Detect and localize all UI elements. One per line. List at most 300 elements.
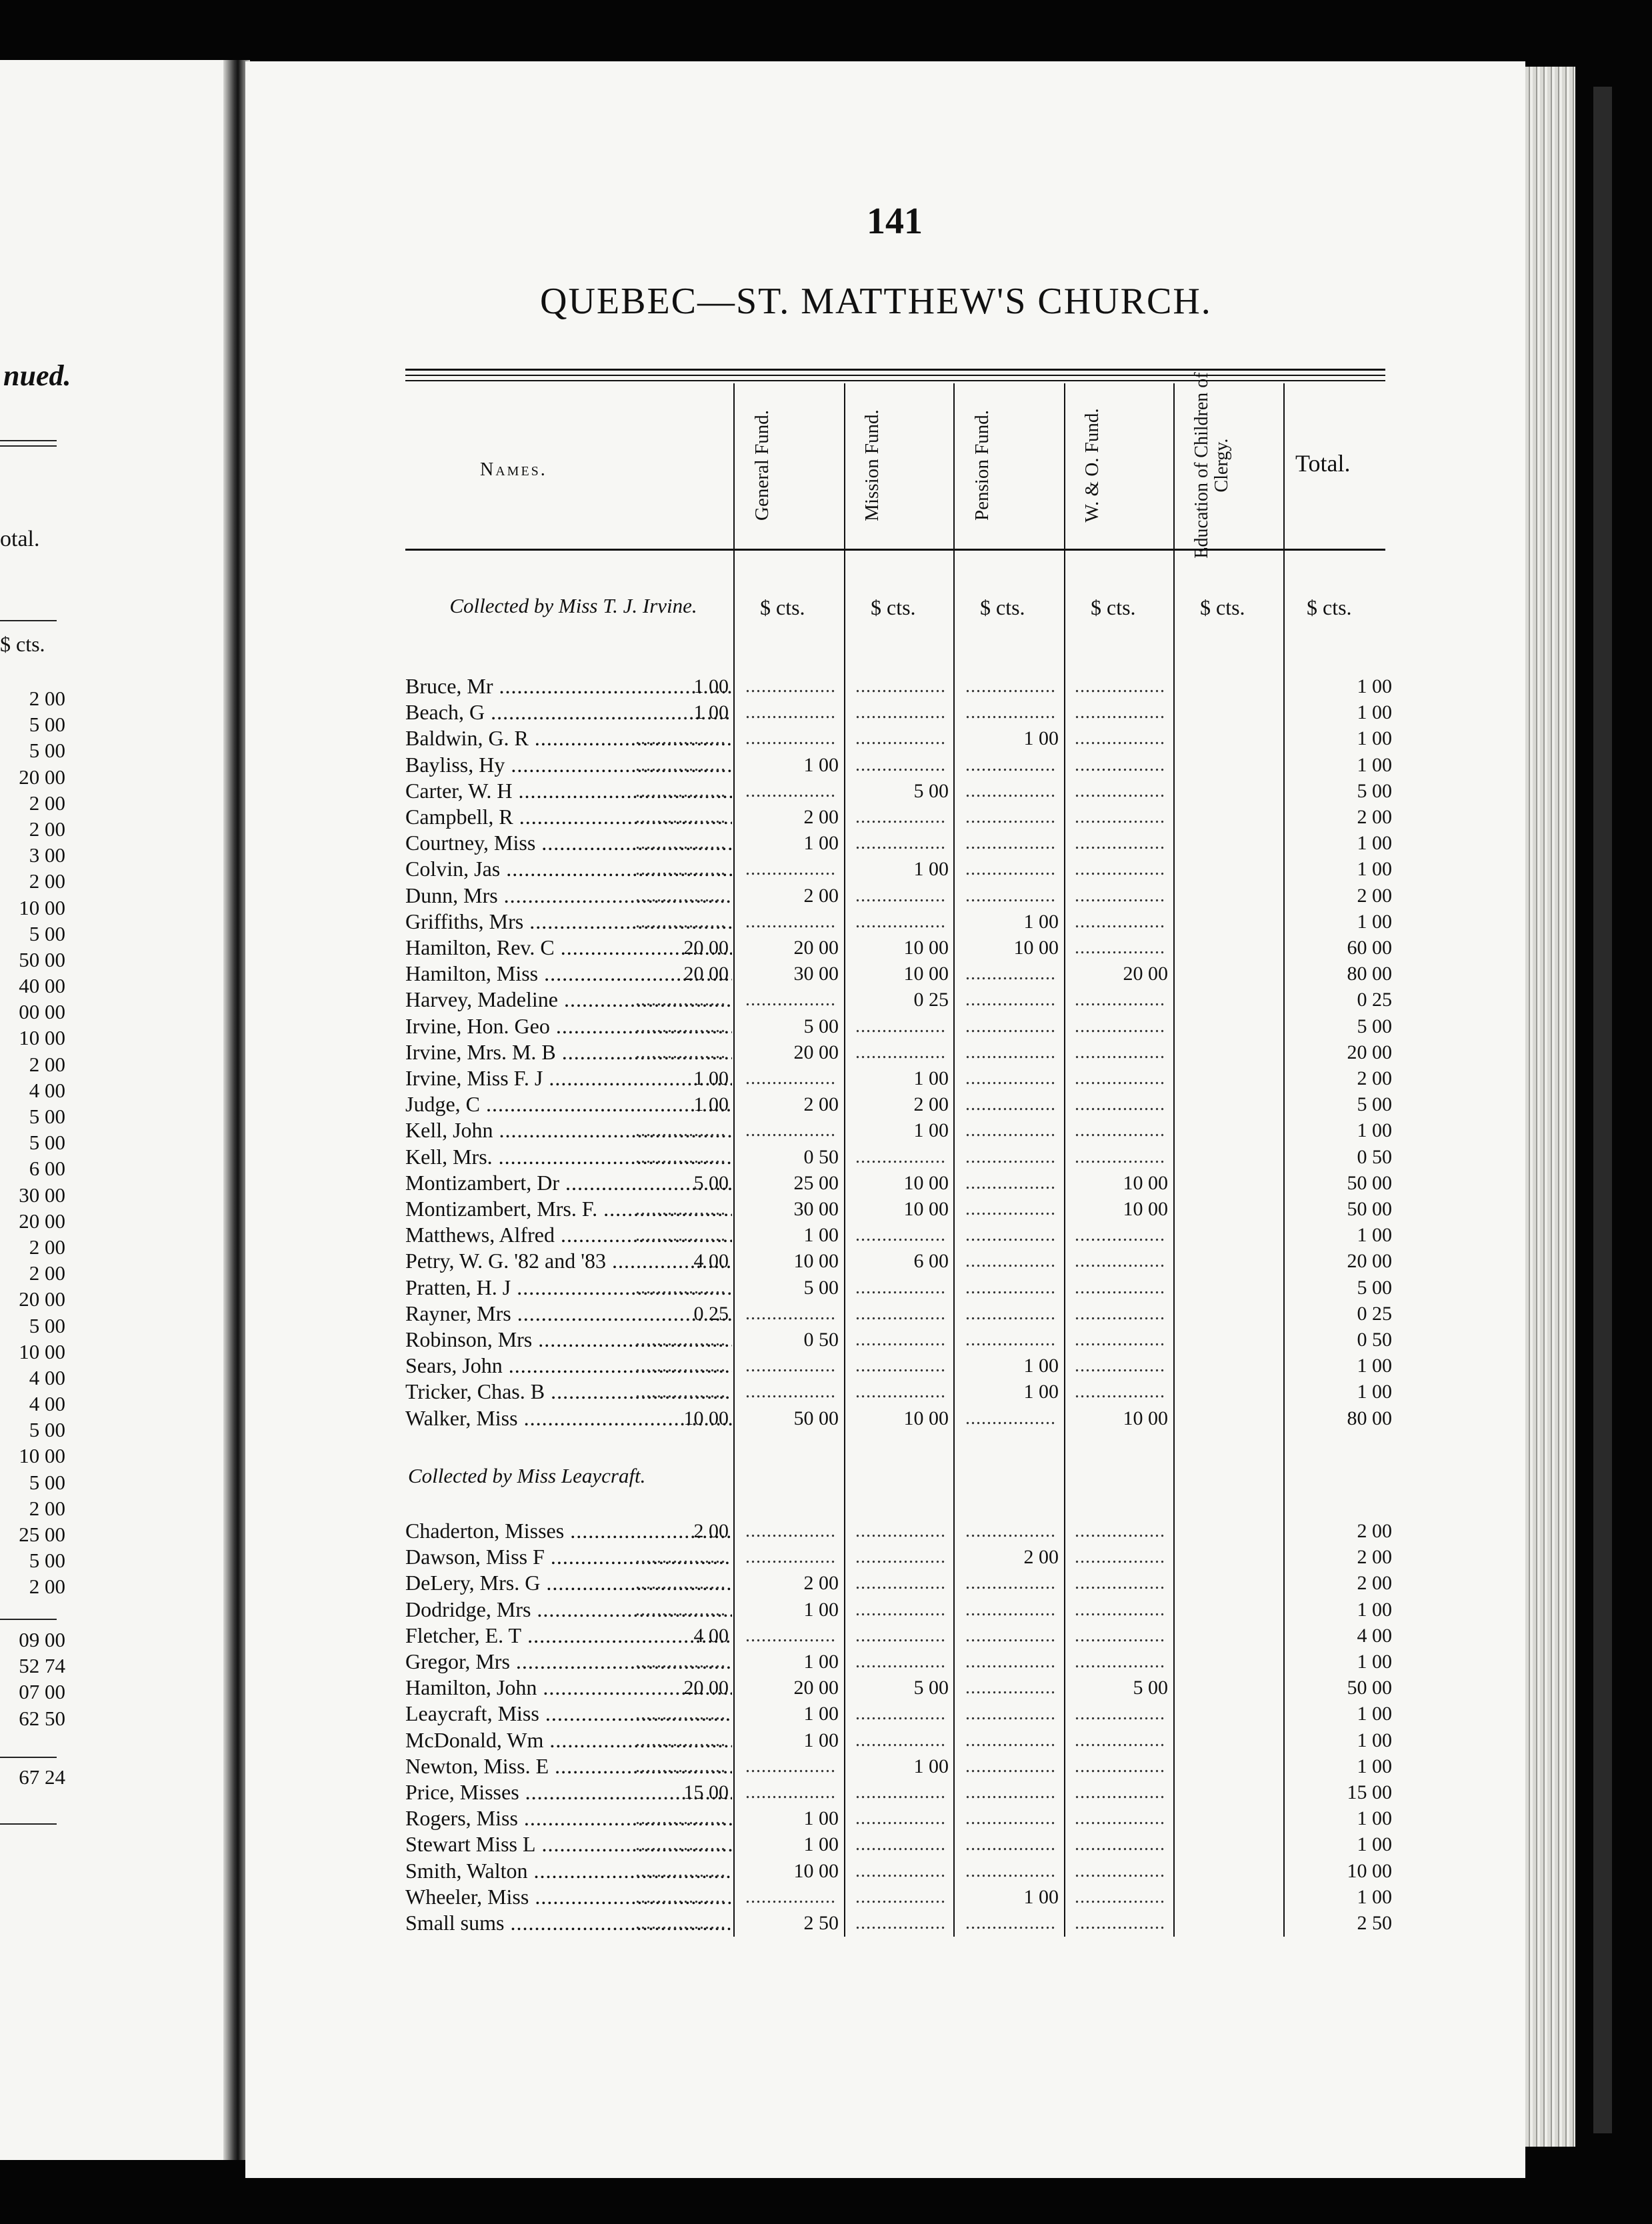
donor-name: Gregor, Mrs ..... [405, 1649, 732, 1675]
dot-leader [965, 1675, 1055, 1701]
table-row [405, 699, 1392, 725]
dot-leader [965, 830, 1055, 856]
mission-amount: 1 00 [803, 753, 839, 776]
dot-leader [965, 1727, 1055, 1753]
left-page-value: 5 00 [29, 1549, 65, 1573]
dot-leader [635, 1144, 725, 1170]
table-row [405, 1570, 1392, 1596]
edu-amount: 10 00 [1123, 1171, 1168, 1194]
mission-amount: 1 00 [803, 1833, 839, 1856]
dot-leader [1075, 778, 1165, 804]
donor-name: Griffiths, Mrs ..... [405, 909, 732, 935]
total-amount: 1 00 [1357, 1355, 1392, 1377]
left-page-heading: nued. [3, 359, 71, 392]
total-amount: 1 00 [1357, 910, 1392, 933]
dot-leader [635, 1727, 725, 1753]
dot-leader [855, 725, 945, 751]
table-row [405, 1753, 1392, 1779]
mission-amount: 1 00 [803, 1651, 839, 1673]
mission-amount: 10 00 [793, 1250, 839, 1273]
donor-name: Pratten, H. J ..... [405, 1275, 732, 1301]
donor-name: Beach, G ..... [405, 699, 732, 725]
dot-leader [745, 1779, 835, 1805]
dot-leader [745, 1884, 835, 1910]
left-page-column-label: otal. [0, 527, 40, 551]
dot-leader [745, 1379, 835, 1405]
dot-leader [855, 752, 945, 778]
currency-label-education: $ cts. [1200, 595, 1245, 619]
wo-amount: 1 00 [1023, 1381, 1059, 1403]
left-page-value: 10 00 [19, 1026, 65, 1050]
table-row [405, 725, 1392, 751]
table-row [405, 1779, 1392, 1805]
dot-leader [745, 1518, 835, 1544]
pension-amount: 1 00 [913, 1755, 949, 1777]
total-amount: 15 00 [1347, 1781, 1392, 1803]
mission-amount: 5 00 [803, 1276, 839, 1299]
donor-name: Bruce, Mr ..... [405, 673, 732, 699]
currency-label-pension: $ cts. [980, 595, 1025, 619]
mission-amount: 20 00 [793, 1041, 839, 1063]
dot-leader [635, 1701, 725, 1727]
left-page-value: 5 00 [29, 1418, 65, 1442]
general-amount: 20 00 [683, 1677, 729, 1699]
dot-leader [1075, 935, 1165, 961]
total-amount: 1 00 [1357, 1381, 1392, 1403]
left-page-value: 5 00 [29, 1313, 65, 1337]
general-amount: 2 00 [693, 1520, 729, 1542]
table-row [405, 1301, 1392, 1327]
edu-amount: 10 00 [1123, 1198, 1168, 1220]
mission-amount: 1 00 [803, 1224, 839, 1247]
pension-amount: 6 00 [913, 1250, 949, 1273]
donor-name: Stewart Miss L ..... [405, 1831, 732, 1857]
donor-name: Campbell, R ..... [405, 804, 732, 830]
dot-leader [1075, 673, 1165, 699]
left-page-value: 5 00 [29, 739, 65, 763]
table-row [405, 1675, 1392, 1701]
mission-amount: 1 00 [803, 1598, 839, 1621]
dot-leader [965, 1248, 1055, 1274]
left-page-value: 4 00 [29, 1365, 65, 1389]
dot-leader [1075, 1597, 1165, 1623]
dot-leader [1075, 1805, 1165, 1831]
table-row [405, 1222, 1392, 1248]
dot-leader [965, 856, 1055, 882]
donor-name: McDonald, Wm ..... [405, 1727, 732, 1753]
dot-leader [855, 1884, 945, 1910]
wo-amount: 1 00 [1023, 727, 1059, 750]
dot-leader [965, 1170, 1055, 1196]
table-row [405, 1701, 1392, 1727]
total-amount: 1 00 [1357, 701, 1392, 724]
left-page-values [0, 685, 65, 1600]
total-amount: 5 00 [1357, 1276, 1392, 1299]
donor-name: Montizambert, Mrs. F. ..... [405, 1196, 732, 1222]
dot-leader [965, 778, 1055, 804]
left-page-value: 2 00 [29, 869, 65, 893]
dot-leader [855, 883, 945, 909]
wo-amount: 2 00 [1023, 1546, 1059, 1569]
total-amount: 1 00 [1357, 1224, 1392, 1247]
donor-name: Irvine, Hon. Geo ..... [405, 1013, 732, 1039]
dot-leader [745, 1753, 835, 1779]
left-page-total: 62 50 [19, 1706, 65, 1730]
header-wo-fund: W. & O. Fund. [1081, 408, 1103, 523]
dot-leader [1075, 883, 1165, 909]
dot-leader [1075, 987, 1165, 1013]
page-title: QUEBEC—ST. MATTHEW'S CHURCH. [540, 281, 1212, 322]
total-amount: 80 00 [1347, 1407, 1392, 1429]
pension-amount: 5 00 [913, 779, 949, 802]
currency-label-general: $ cts. [760, 595, 805, 619]
table-row [405, 1910, 1392, 1936]
dot-leader [855, 1013, 945, 1039]
donor-name: Matthews, Alfred ..... [405, 1222, 732, 1248]
dot-leader [1075, 1275, 1165, 1301]
dot-leader [855, 1649, 945, 1675]
left-page-value: 2 00 [29, 1052, 65, 1076]
dot-leader [965, 1222, 1055, 1248]
table-row [405, 1039, 1392, 1065]
dot-leader [855, 1831, 945, 1857]
dot-leader [635, 804, 725, 830]
dot-leader [1075, 1831, 1165, 1857]
dot-leader [635, 1805, 725, 1831]
dot-leader [1075, 725, 1165, 751]
dot-leader [745, 987, 835, 1013]
dot-leader [965, 1117, 1055, 1143]
currency-label-total: $ cts. [1307, 595, 1352, 619]
dot-leader [855, 1222, 945, 1248]
left-page-total: 52 74 [19, 1654, 65, 1678]
dot-leader [855, 1144, 945, 1170]
left-page [0, 60, 230, 2160]
dot-leader [635, 1884, 725, 1910]
total-amount: 1 00 [1357, 1885, 1392, 1908]
pension-amount: 10 00 [903, 1171, 949, 1194]
left-page-value: 6 00 [29, 1157, 65, 1181]
table-row [405, 673, 1392, 699]
table-row [405, 1196, 1392, 1222]
table-row [405, 1327, 1392, 1353]
donor-name: Dawson, Miss F ..... [405, 1544, 732, 1570]
dot-leader [1075, 1327, 1165, 1353]
dot-leader [965, 961, 1055, 987]
donor-name: Tricker, Chas. B ..... [405, 1379, 732, 1405]
mission-amount: 0 50 [803, 1145, 839, 1168]
total-amount: 2 00 [1357, 1520, 1392, 1542]
pension-amount: 0 25 [913, 989, 949, 1011]
total-amount: 1 00 [1357, 1651, 1392, 1673]
table-row [405, 1275, 1392, 1301]
donor-name: Montizambert, Dr ..... [405, 1170, 732, 1196]
table-row [405, 1518, 1392, 1544]
pension-amount: 10 00 [903, 1407, 949, 1429]
pension-amount: 1 00 [913, 1119, 949, 1142]
table-row [405, 1379, 1392, 1405]
total-amount: 50 00 [1347, 1198, 1392, 1220]
left-page-total: 07 00 [19, 1680, 65, 1704]
donor-name: Fletcher, E. T ..... [405, 1623, 732, 1649]
dot-leader [965, 1779, 1055, 1805]
header-pension-fund: Pension Fund. [971, 410, 993, 521]
dot-leader [855, 1597, 945, 1623]
left-page-value: 10 00 [19, 895, 65, 919]
left-page-value: 30 00 [19, 1183, 65, 1207]
mission-amount: 30 00 [793, 963, 839, 985]
left-page-rule [0, 445, 57, 447]
dot-leader [965, 1910, 1055, 1936]
table-row [405, 1884, 1392, 1910]
dot-leader [965, 1405, 1055, 1431]
mission-amount: 5 00 [803, 1015, 839, 1037]
dot-leader [965, 1701, 1055, 1727]
dot-leader [745, 1623, 835, 1649]
table-row [405, 1117, 1392, 1143]
wo-amount: 1 00 [1023, 910, 1059, 933]
dot-leader [855, 1727, 945, 1753]
dot-leader [965, 1039, 1055, 1065]
dot-leader [1075, 1518, 1165, 1544]
mission-amount: 1 00 [803, 1807, 839, 1830]
donor-name: Dodridge, Mrs ..... [405, 1597, 732, 1623]
left-page-value: 5 00 [29, 921, 65, 945]
total-amount: 0 25 [1357, 1302, 1392, 1325]
donor-name: Hamilton, Rev. C ..... [405, 935, 732, 961]
pension-amount: 10 00 [903, 1198, 949, 1220]
total-amount: 5 00 [1357, 1015, 1392, 1037]
total-amount: 0 25 [1357, 989, 1392, 1011]
left-page-value: 3 00 [29, 843, 65, 867]
left-page-rule [0, 620, 57, 621]
donor-name: Wheeler, Miss ..... [405, 1884, 732, 1910]
total-amount: 5 00 [1357, 779, 1392, 802]
dot-leader [965, 1065, 1055, 1091]
dot-leader [635, 1039, 725, 1065]
dot-leader [965, 1275, 1055, 1301]
dot-leader [1075, 1910, 1165, 1936]
table-row [405, 1065, 1392, 1091]
dot-leader [855, 673, 945, 699]
left-page-value: 4 00 [29, 1078, 65, 1102]
mission-amount: 10 00 [793, 1859, 839, 1882]
table-top-rule [405, 369, 1385, 371]
table-row [405, 1831, 1392, 1857]
left-page-grand-total: 67 24 [19, 1765, 65, 1789]
left-page-value: 40 00 [19, 974, 65, 998]
table-row [405, 909, 1392, 935]
dot-leader [635, 856, 725, 882]
dot-leader [1075, 1727, 1165, 1753]
page-edges [1525, 67, 1575, 2147]
dot-leader [635, 1327, 725, 1353]
general-amount: 0 25 [693, 1302, 729, 1325]
dot-leader [855, 1039, 945, 1065]
header-total: Total. [1295, 450, 1351, 477]
donor-name: Small sums ..... [405, 1910, 732, 1936]
dot-leader [635, 1831, 725, 1857]
dot-leader [635, 725, 725, 751]
general-amount: 1 00 [693, 701, 729, 724]
dot-leader [745, 1544, 835, 1570]
general-amount: 1 00 [693, 1067, 729, 1089]
mission-amount: 0 50 [803, 1329, 839, 1351]
dot-leader [1075, 1144, 1165, 1170]
dot-leader [855, 1275, 945, 1301]
total-amount: 10 00 [1347, 1859, 1392, 1882]
dot-leader [965, 1301, 1055, 1327]
total-amount: 2 50 [1357, 1912, 1392, 1934]
mission-amount: 1 00 [803, 1729, 839, 1751]
edu-amount: 5 00 [1133, 1677, 1168, 1699]
general-amount: 20 00 [683, 937, 729, 959]
table-row [405, 804, 1392, 830]
dot-leader [1075, 1301, 1165, 1327]
dot-leader [965, 673, 1055, 699]
total-amount: 2 00 [1357, 884, 1392, 907]
dot-leader [1075, 699, 1165, 725]
general-amount: 1 00 [693, 1093, 729, 1116]
donor-name: Robinson, Mrs ..... [405, 1327, 732, 1353]
dot-leader [635, 1753, 725, 1779]
dot-leader [635, 1196, 725, 1222]
donor-name: Dunn, Mrs ..... [405, 883, 732, 909]
dot-leader [965, 1570, 1055, 1596]
donor-name: Colvin, Jas ..... [405, 856, 732, 882]
table-row [405, 1805, 1392, 1831]
dot-leader [855, 909, 945, 935]
dot-leader [1075, 1623, 1165, 1649]
total-amount: 1 00 [1357, 727, 1392, 750]
dot-leader [635, 1597, 725, 1623]
dot-leader [745, 1117, 835, 1143]
total-amount: 80 00 [1347, 963, 1392, 985]
left-page-value: 20 00 [19, 765, 65, 789]
left-page-value: 20 00 [19, 1209, 65, 1233]
book-cover-edge [1593, 87, 1612, 2133]
dot-leader [635, 1117, 725, 1143]
mission-amount: 25 00 [793, 1171, 839, 1194]
dot-leader [745, 673, 835, 699]
total-amount: 1 00 [1357, 1833, 1392, 1856]
donor-name: Harvey, Madeline ..... [405, 987, 732, 1013]
dot-leader [855, 830, 945, 856]
donor-name: Hamilton, John ..... [405, 1675, 732, 1701]
dot-leader [635, 1275, 725, 1301]
dot-leader [965, 1518, 1055, 1544]
mission-amount: 2 50 [803, 1912, 839, 1934]
header-mission-fund: Mission Fund. [861, 409, 883, 521]
dot-leader [965, 1597, 1055, 1623]
dot-leader [635, 1910, 725, 1936]
dot-leader [965, 804, 1055, 830]
total-amount: 4 00 [1357, 1624, 1392, 1647]
donor-name: Kell, Mrs. ..... [405, 1144, 732, 1170]
total-amount: 60 00 [1347, 937, 1392, 959]
donor-name: Irvine, Mrs. M. B ..... [405, 1039, 732, 1065]
dot-leader [965, 883, 1055, 909]
table-row [405, 1353, 1392, 1379]
left-page-value: 5 00 [29, 1470, 65, 1494]
total-amount: 50 00 [1347, 1171, 1392, 1194]
dot-leader [635, 1353, 725, 1379]
dot-leader [635, 1858, 725, 1884]
dot-leader [1075, 856, 1165, 882]
dot-leader [745, 1353, 835, 1379]
dot-leader [745, 725, 835, 751]
dot-leader [1075, 1858, 1165, 1884]
mission-amount: 20 00 [793, 1677, 839, 1699]
dot-leader [1075, 1701, 1165, 1727]
header-general-fund: General Fund. [751, 410, 773, 521]
left-page-value: 20 00 [19, 1287, 65, 1311]
dot-leader [1075, 1013, 1165, 1039]
mission-amount: 50 00 [793, 1407, 839, 1429]
table-row [405, 1091, 1392, 1117]
donor-name: Judge, C ..... [405, 1091, 732, 1117]
mission-amount: 30 00 [793, 1198, 839, 1220]
dot-leader [745, 1301, 835, 1327]
total-amount: 1 00 [1357, 1729, 1392, 1751]
table-row [405, 961, 1392, 987]
table-row [405, 1248, 1392, 1274]
dot-leader [635, 883, 725, 909]
dot-leader [1075, 1039, 1165, 1065]
pension-amount: 5 00 [913, 1677, 949, 1699]
dot-leader [1075, 1544, 1165, 1570]
pension-amount: 1 00 [913, 1067, 949, 1089]
donor-name: Courtney, Miss ..... [405, 830, 732, 856]
dot-leader [965, 1144, 1055, 1170]
dot-leader [1075, 1884, 1165, 1910]
dot-leader [855, 1701, 945, 1727]
dot-leader [855, 1858, 945, 1884]
dot-leader [635, 752, 725, 778]
wo-amount: 10 00 [1013, 937, 1059, 959]
dot-leader [635, 1544, 725, 1570]
dot-leader [1075, 804, 1165, 830]
left-page-value: 50 00 [19, 947, 65, 971]
left-page-value: 5 00 [29, 713, 65, 737]
total-amount: 1 00 [1357, 832, 1392, 855]
dot-leader [635, 778, 725, 804]
total-amount: 5 00 [1357, 1093, 1392, 1116]
dot-leader [855, 1779, 945, 1805]
table-row [405, 1144, 1392, 1170]
donor-name: Price, Misses ..... [405, 1779, 732, 1805]
total-amount: 2 00 [1357, 1572, 1392, 1595]
table-row [405, 1544, 1392, 1570]
left-page-value: 2 00 [29, 1235, 65, 1259]
dot-leader [635, 830, 725, 856]
table-row [405, 1597, 1392, 1623]
collector-heading-1: Collected by Miss T. J. Irvine. [449, 594, 697, 617]
general-amount: 5 00 [693, 1171, 729, 1194]
edu-amount: 10 00 [1123, 1407, 1168, 1429]
pension-amount: 10 00 [903, 937, 949, 959]
table-row [405, 1405, 1392, 1431]
wo-amount: 1 00 [1023, 1885, 1059, 1908]
table-row [405, 935, 1392, 961]
dot-leader [855, 1544, 945, 1570]
left-page-value: 5 00 [29, 1131, 65, 1155]
dot-leader [855, 1327, 945, 1353]
dot-leader [1075, 1091, 1165, 1117]
wo-amount: 1 00 [1023, 1355, 1059, 1377]
currency-label-mission: $ cts. [871, 595, 916, 619]
header-names: Names. [480, 459, 547, 480]
